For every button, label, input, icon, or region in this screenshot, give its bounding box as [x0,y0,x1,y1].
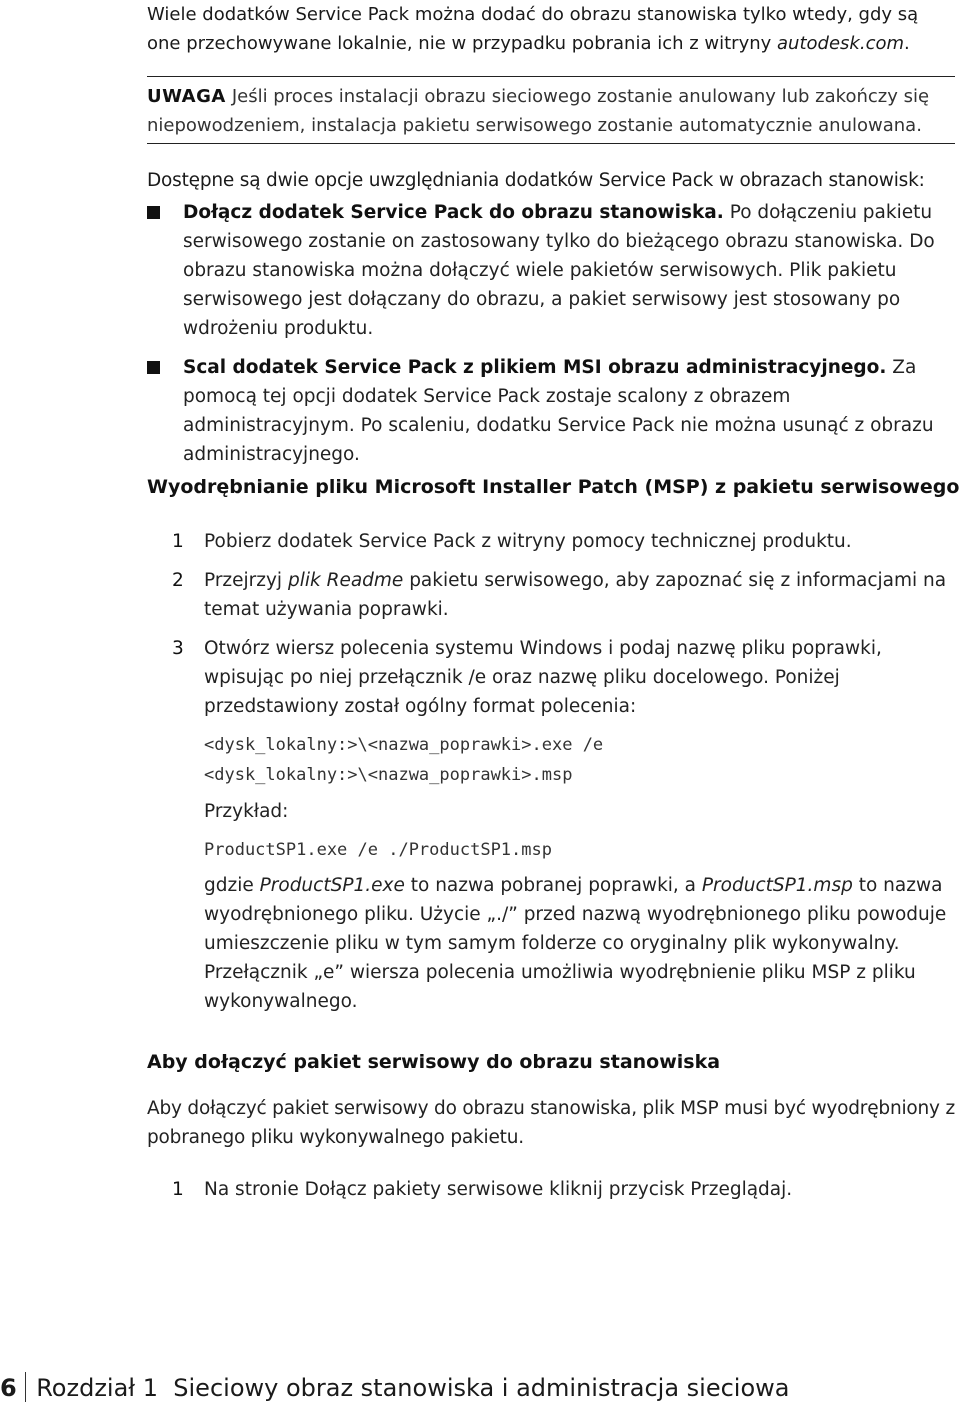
option-item-1 [183,198,958,343]
intro-site: autodesk.com [777,33,905,54]
chapter-label: Rozdział 1 [36,1374,159,1402]
chapter-title: Sieciowy obraz stanowiska i administracja sieciowa [173,1374,790,1402]
note-label: UWAGA [147,86,226,107]
option-1-title: Dołącz dodatek Service Pack do obrazu stanowiska. [183,202,724,223]
page-footer [0,1371,789,1405]
explain-part-3: to nazwa wyodrębnionego pliku. Użycie „./” przed nazwą wyodrębnionego pliku powoduje umieszczenie pliku w tym samym folderze co oryginalny plik wykonywalny. Przełącznik „e” wiersza polecenia umożliwia wyodrębnienie pliku MSP z pliku wykonywalnego. [204,875,947,1012]
step-1-text: Pobierz dodatek Service Pack z witryny pomocy technicznej produktu. [204,531,852,552]
example-explanation [204,871,958,1016]
explain-part-1: gdzie [204,875,260,896]
option-1-text: Po dołączeniu pakietu serwisowego zostanie on zastosowany tylko do bieżącego obrazu stanowiska. Do obrazu stanowiska można dołączyć wiele pakietów serwisowych. Plik pakietu serwisowego jest dołączany do obrazu, a pakiet serwisowy jest stosowany po wdrożeniu produktu. [183,202,935,339]
intro-paragraph [147,0,947,58]
code-line-exe: <dysk_lokalny:>\<nazwa_poprawki>.exe /e [204,735,604,755]
bullet-square-icon [147,206,160,219]
step-2-part-b: pakietu serwisowego, aby zapoznać się z informacjami na temat używania poprawki. [204,570,947,620]
step-2-text [204,566,958,624]
option-item-2 [183,353,958,469]
step-number: 2 [172,570,184,591]
msp-file-name: ProductSP1.msp [701,875,853,896]
section-heading-msp: Wyodrębnianie pliku Microsoft Installer Patch (MSP) z pakietu serwisowego [147,476,960,498]
code-line-msp: <dysk_lokalny:>\<nazwa_poprawki>.msp [204,765,573,785]
intro-end: . [904,33,910,54]
step-2-part-a: Przejrzyj [204,570,288,591]
page-number: 6 [0,1374,17,1402]
note-box [147,76,955,144]
explain-part-2: to nazwa pobranej poprawki, a [404,875,702,896]
footer-divider [25,1372,27,1402]
section-heading-attach: Aby dołączyć pakiet serwisowy do obrazu stanowiska [147,1051,721,1073]
options-intro: Dostępne są dwie opcje uwzględniania dodatków Service Pack w obrazach stanowisk: [147,170,925,191]
option-2-title: Scal dodatek Service Pack z plikiem MSI obrazu administracyjnego. [183,357,887,378]
step-3-text: Otwórz wiersz polecenia systemu Windows i podaj nazwę pliku poprawki, wpisując po niej przełącznik /e oraz nazwę pliku docelowego. Poniżej przedstawiony został ogólny format polecenia: [204,638,882,717]
attach-step-1-text: Na stronie Dołącz pakiety serwisowe kliknij przycisk Przeglądaj. [204,1179,793,1200]
readme-file-name: plik Readme [287,570,404,591]
step-number: 1 [172,1179,184,1200]
step-number: 3 [172,638,184,659]
step-number: 1 [172,531,184,552]
attach-paragraph: Aby dołączyć pakiet serwisowy do obrazu stanowiska, plik MSP musi być wyodrębniony z pobranego pliku wykonywalnego pakietu. [147,1098,955,1148]
note-text: Jeśli proces instalacji obrazu sieciowego zostanie anulowany lub zakończy się niepowodzeniem, instalacja pakietu serwisowego zostanie automatycznie anulowana. [147,86,930,136]
code-line-example: ProductSP1.exe /e ./ProductSP1.msp [204,840,552,860]
bullet-square-icon [147,361,160,374]
exe-file-name: ProductSP1.exe [259,875,405,896]
example-label: Przykład: [204,801,289,822]
option-2-text: Za pomocą tej opcji dodatek Service Pack zostaje scalony z obrazem administracyjnym. Po scaleniu, dodatku Service Pack nie można usunąć z obrazu administracyjnego. [183,357,934,465]
intro-text: Wiele dodatków Service Pack można dodać do obrazu stanowiska tylko wtedy, gdy są one przechowywane lokalnie, nie w przypadku pobrania ich z witryny [147,4,919,54]
